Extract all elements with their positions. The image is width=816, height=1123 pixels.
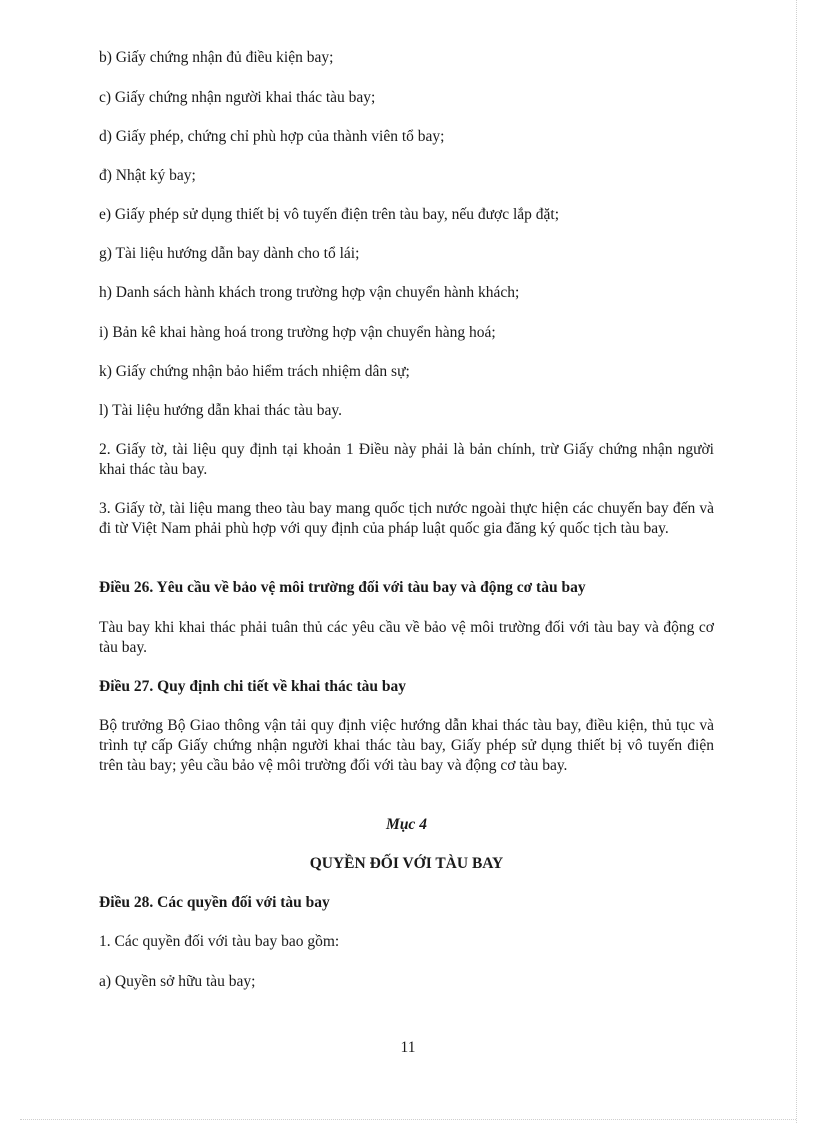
list-item-c: c) Giấy chứng nhận người khai thác tàu bay;	[99, 89, 376, 106]
paragraph-3: 3. Giấy tờ, tài liệu mang theo tàu bay mang quốc tịch nước ngoài thực hiện các chuyến bay đến và đi từ Việt Nam phải phù hợp với quy định của pháp luật quốc gia đăng ký quốc tịch tàu bay.	[99, 500, 714, 537]
section-title: QUYỀN ĐỐI VỚI TÀU BAY	[309, 855, 504, 872]
page-edge-divider	[796, 0, 797, 1123]
article-26-body: Tàu bay khi khai thác phải tuân thủ các yêu cầu về bảo vệ môi trường đối với tàu bay và động cơ tàu bay.	[99, 619, 714, 656]
list-item-b: b) Giấy chứng nhận đủ điều kiện bay;	[99, 49, 334, 66]
paragraph-2: 2. Giấy tờ, tài liệu quy định tại khoản 1 Điều này phải là bản chính, trừ Giấy chứng nhận người khai thác tàu bay.	[99, 441, 714, 478]
page-bottom-divider	[20, 1119, 796, 1120]
list-item-d: d) Giấy phép, chứng chỉ phù hợp của thành viên tổ bay;	[99, 128, 445, 145]
article-27-heading: Điều 27. Quy định chi tiết về khai thác tàu bay	[99, 678, 407, 695]
list-item-e: e) Giấy phép sử dụng thiết bị vô tuyến điện trên tàu bay, nếu được lắp đặt;	[99, 206, 560, 223]
page-number: 11	[400, 1039, 416, 1056]
list-item-k: k) Giấy chứng nhận bảo hiểm trách nhiệm dân sự;	[99, 363, 410, 380]
article-28-heading: Điều 28. Các quyền đối với tàu bay	[99, 894, 330, 911]
list-item-h: h) Danh sách hành khách trong trường hợp vận chuyển hành khách;	[99, 284, 520, 301]
article-26-heading: Điều 26. Yêu cầu về bảo vệ môi trường đối với tàu bay và động cơ tàu bay	[99, 579, 586, 596]
list-item-l: l) Tài liệu hướng dẫn khai thác tàu bay.	[99, 402, 342, 419]
article-27-body: Bộ trưởng Bộ Giao thông vận tải quy định việc hướng dẫn khai thác tàu bay, điều kiện, thủ tục và trình tự cấp Giấy chứng nhận người khai thác tàu bay, Giấy phép sử dụng thiết bị vô tuyến điện trên tàu bay; yêu cầu bảo vệ môi trường đối với tàu bay và động cơ tàu bay.	[99, 717, 714, 774]
article-28-item-1: 1. Các quyền đối với tàu bay bao gồm:	[99, 933, 340, 950]
list-item-i: i) Bản kê khai hàng hoá trong trường hợp vận chuyển hàng hoá;	[99, 324, 496, 341]
article-28-item-a: a) Quyền sở hữu tàu bay;	[99, 973, 256, 990]
list-item-g: g) Tài liệu hướng dẫn bay dành cho tổ lái;	[99, 245, 360, 262]
list-item-dd: đ) Nhật ký bay;	[99, 167, 196, 184]
section-label: Mục 4	[386, 816, 427, 833]
